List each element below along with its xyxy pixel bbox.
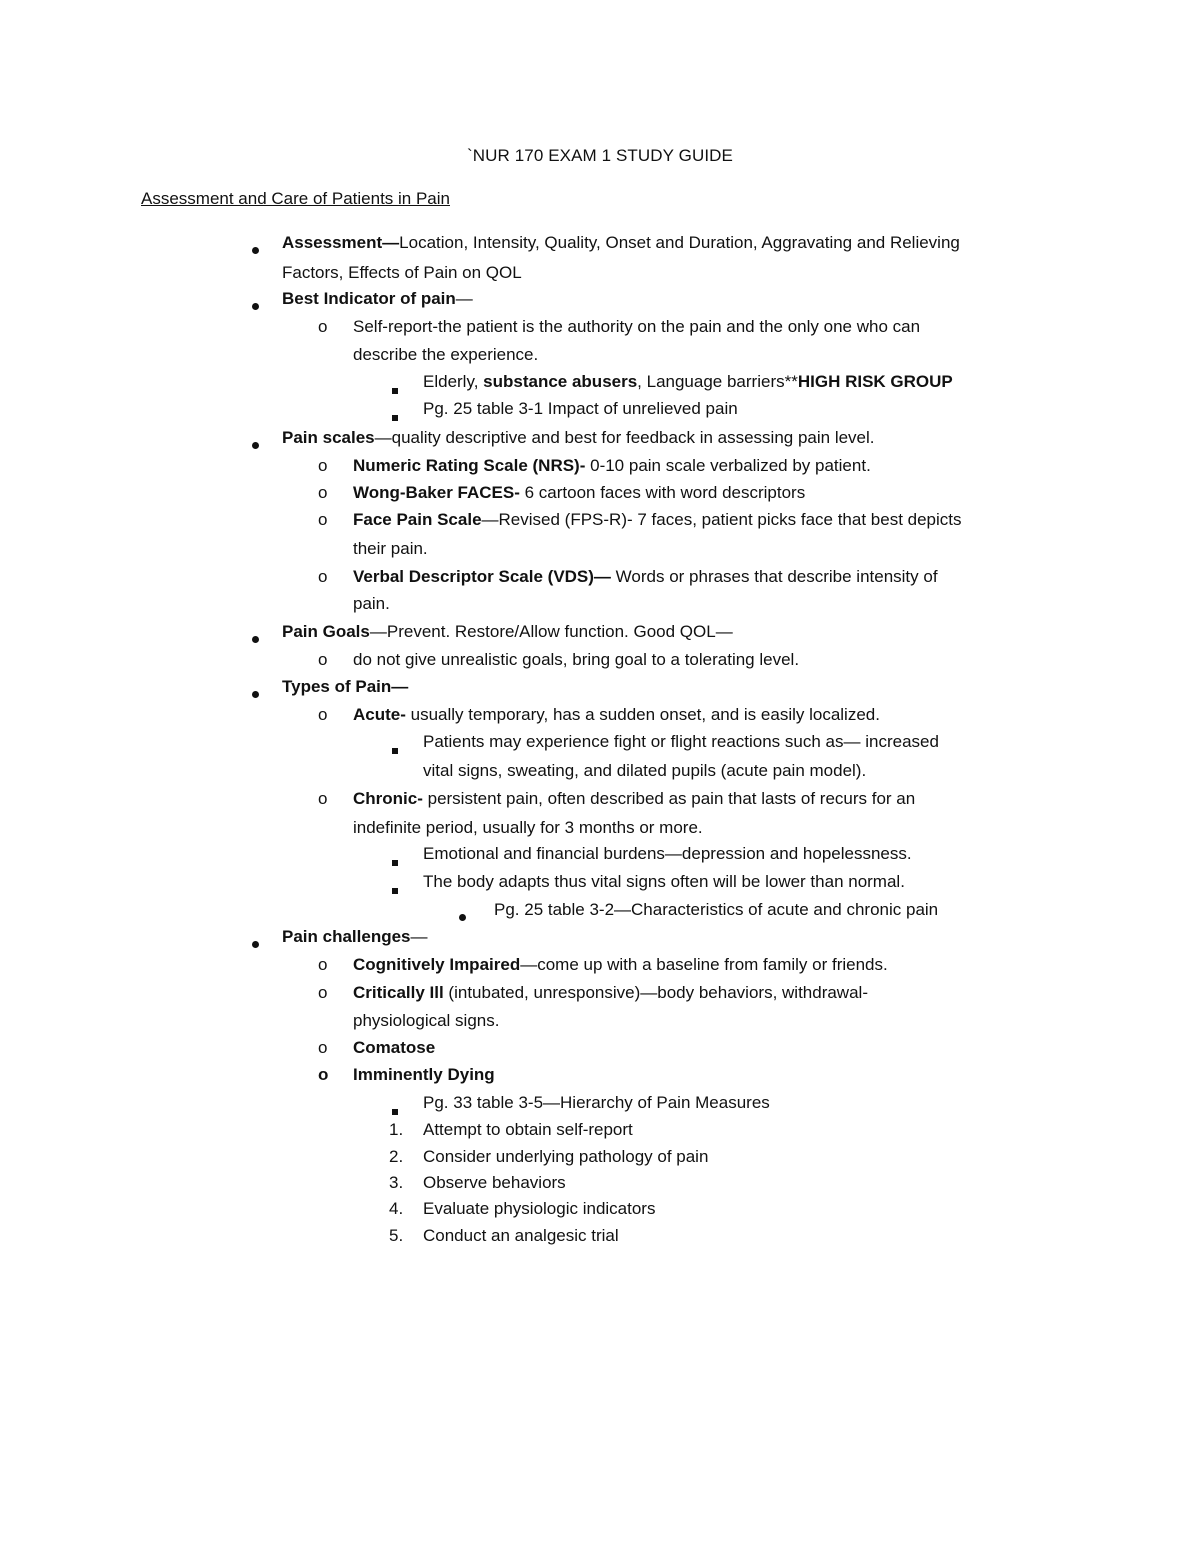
bullet-o-icon: o xyxy=(318,789,328,808)
self-report-line: Self-report-the patient is the authority on the pain and the only one who can xyxy=(353,317,921,336)
imminently-dying-line: Imminently Dying xyxy=(353,1065,495,1084)
bullet-o-icon: o xyxy=(318,650,328,669)
pg25-line: Pg. 25 table 3-1 Impact of unrelieved pain xyxy=(423,399,738,418)
bullet-o-icon: o xyxy=(318,983,328,1002)
bullet-dot-icon xyxy=(252,238,259,260)
bullet-o-icon: o xyxy=(318,1065,329,1084)
face-pain-line-2: their pain. xyxy=(353,539,428,558)
assessment-line: Assessment—Location, Intensity, Quality, Onset and Duration, Aggravating and Relieving xyxy=(282,233,960,252)
chronic-line: Chronic- persistent pain, often described as pain that lasts of recurs for an xyxy=(353,789,916,808)
acute-line: Acute- usually temporary, has a sudden onset, and is easily localized. xyxy=(353,705,880,724)
pain-goals-line: Pain Goals—Prevent. Restore/Allow function. Good QOL— xyxy=(282,622,733,641)
pain-goals-sub: do not give unrealistic goals, bring goal to a tolerating level. xyxy=(353,650,800,669)
step-number: 5. xyxy=(389,1226,404,1245)
bullet-o-icon: o xyxy=(318,567,328,586)
chronic-sub-2: The body adapts thus vital signs often will be lower than normal. xyxy=(423,872,905,891)
page-title: `NUR 170 EXAM 1 STUDY GUIDE xyxy=(467,146,733,165)
bullet-o-icon: o xyxy=(318,483,328,502)
step-item: Observe behaviors xyxy=(423,1173,566,1192)
bullet-dot-icon xyxy=(252,433,259,455)
high-risk-line: Elderly, substance abusers, Language barriers**HIGH RISK GROUP xyxy=(423,372,953,391)
critically-ill-line-2: physiological signs. xyxy=(353,1011,500,1030)
critically-ill-line: Critically Ill (intubated, unresponsive)—body behaviors, withdrawal- xyxy=(353,983,868,1002)
bullet-o-icon: o xyxy=(318,510,328,529)
chronic-sub-1: Emotional and financial burdens—depression and hopelessness. xyxy=(423,844,912,863)
face-pain-line: Face Pain Scale—Revised (FPS-R)- 7 faces, patient picks face that best depicts xyxy=(353,510,962,529)
bullet-dot-icon xyxy=(252,932,259,954)
step-number: 4. xyxy=(389,1199,404,1218)
bullet-square-icon xyxy=(392,850,398,872)
bullet-o-icon: o xyxy=(318,955,328,974)
bullet-o-icon: o xyxy=(318,456,328,475)
pg33-line: Pg. 33 table 3-5—Hierarchy of Pain Measures xyxy=(423,1093,770,1112)
chronic-sub-3: Pg. 25 table 3-2—Characteristics of acute and chronic pain xyxy=(494,900,939,919)
section-heading: Assessment and Care of Patients in Pain xyxy=(141,189,450,208)
best-indicator-line: Best Indicator of pain— xyxy=(282,289,473,308)
bullet-o-icon: o xyxy=(318,317,328,336)
bullet-dot-icon xyxy=(252,294,259,316)
bullet-square-icon xyxy=(392,405,398,427)
step-item: Attempt to obtain self-report xyxy=(423,1120,633,1139)
bullet-dot-icon xyxy=(252,627,259,649)
pain-scales-line: Pain scales—quality descriptive and best for feedback in assessing pain level. xyxy=(282,428,875,447)
acute-sub-line-2: vital signs, sweating, and dilated pupils (acute pain model). xyxy=(423,761,867,780)
step-number: 3. xyxy=(389,1173,404,1192)
bullet-square-icon xyxy=(392,378,398,400)
bullet-o-icon: o xyxy=(318,705,328,724)
acute-sub-line: Patients may experience fight or flight reactions such as— increased xyxy=(423,732,939,751)
bullet-square-icon xyxy=(392,738,398,760)
vds-line: Verbal Descriptor Scale (VDS)— Words or phrases that describe intensity of xyxy=(353,567,938,586)
vds-line-2: pain. xyxy=(353,594,390,613)
bullet-o-icon: o xyxy=(318,1038,328,1057)
step-item: Conduct an analgesic trial xyxy=(423,1226,619,1245)
step-item: Consider underlying pathology of pain xyxy=(423,1147,709,1166)
step-item: Evaluate physiologic indicators xyxy=(423,1199,656,1218)
types-of-pain-line: Types of Pain— xyxy=(282,677,409,696)
cognitively-impaired-line: Cognitively Impaired—come up with a baseline from family or friends. xyxy=(353,955,888,974)
bullet-dot-icon xyxy=(252,682,259,704)
nrs-line: Numeric Rating Scale (NRS)- 0-10 pain scale verbalized by patient. xyxy=(353,456,871,475)
self-report-line-2: describe the experience. xyxy=(353,345,539,364)
pain-challenges-line: Pain challenges— xyxy=(282,927,428,946)
bullet-square-icon xyxy=(392,1099,398,1121)
bullet-square-icon xyxy=(392,878,398,900)
bullet-dot-icon xyxy=(459,905,466,927)
comatose-line: Comatose xyxy=(353,1038,436,1057)
wong-baker-line: Wong-Baker FACES- 6 cartoon faces with word descriptors xyxy=(353,483,806,502)
step-number: 2. xyxy=(389,1147,404,1166)
assessment-line-2: Factors, Effects of Pain on QOL xyxy=(282,263,522,282)
chronic-line-2: indefinite period, usually for 3 months or more. xyxy=(353,818,703,837)
step-number: 1. xyxy=(389,1120,404,1139)
